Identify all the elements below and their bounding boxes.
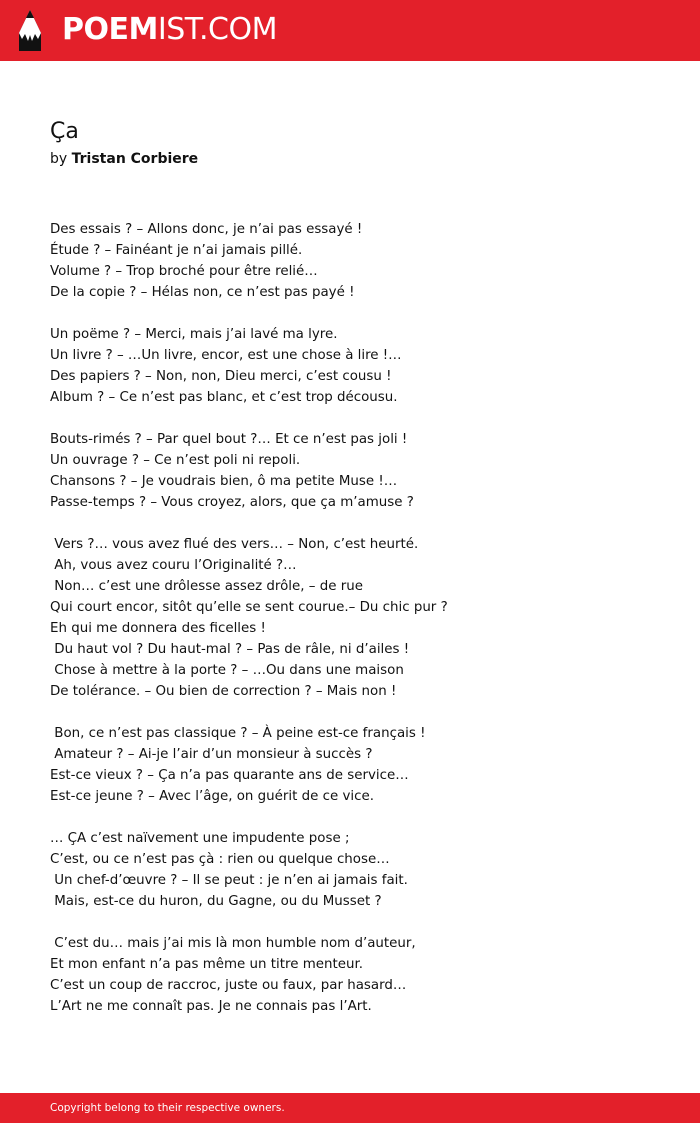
poem-line: Est-ce jeune ? – Avec l’âge, on guérit de ce vice. [50,789,374,804]
poem-line: L’Art ne me connaît pas. Je ne connais pas l’Art. [50,999,372,1014]
poem-line: Passe-temps ? – Vous croyez, alors, que ça m’amuse ? [50,495,414,510]
poem-line: De la copie ? – Hélas non, ce n’est pas payé ! [50,285,355,300]
poem-stanza [50,534,670,702]
poem-line: Du haut vol ? Du haut-mal ? – Pas de râle, ni d’ailes ! [50,642,410,657]
poem-line: Un poëme ? – Merci, mais j’ai lavé ma lyre. [50,327,338,342]
poem-stanza [50,219,670,303]
poem-line: Est-ce vieux ? – Ça n’a pas quarante ans de service… [50,768,409,783]
poem-line: Album ? – Ce n’est pas blanc, et c’est trop décousu. [50,390,398,405]
poem-line: Bon, ce n’est pas classique ? – À peine est-ce français ! [50,726,426,741]
poem-line: C’est, ou ce n’est pas çà : rien ou quelque chose… [50,852,390,867]
site-footer [0,1093,700,1123]
site-logo[interactable] [62,12,277,48]
poem-stanza [50,723,670,807]
poem-line: Étude ? – Fainéant je n’ai jamais pillé. [50,243,303,258]
pencil-tip-icon[interactable] [17,9,43,53]
poem-stanza [50,324,670,408]
poem-line: Volume ? – Trop broché pour être relié… [50,264,318,279]
logo-bold-text: POEM [62,12,158,47]
copyright-notice: Copyright belong to their respective owners. [50,1102,285,1114]
poem-stanza [50,828,670,912]
logo-light-text: IST.COM [157,12,277,47]
poem-line: Qui court encor, sitôt qu’elle se sent courue.– Du chic pur ? [50,600,448,615]
poem-line: Chansons ? – Je voudrais bien, ô ma petite Muse !… [50,474,398,489]
poem-line: C’est du… mais j’ai mis là mon humble nom d’auteur, [50,936,416,951]
poem-line: De tolérance. – Ou bien de correction ? – Mais non ! [50,684,397,699]
poem-line: Non… c’est une drôlesse assez drôle, – de rue [50,579,363,594]
site-header [0,0,700,61]
poem-line: Un ouvrage ? – Ce n’est poli ni repoli. [50,453,301,468]
poem-stanza [50,933,670,1017]
poem-title: Ça [50,119,79,144]
poem-line: Un chef-d’œuvre ? – Il se peut : je n’en ai jamais fait. [50,873,408,888]
poem-line: Ah, vous avez couru l’Originalité ?… [50,558,297,573]
poem-line: Chose à mettre à la porte ? – …Ou dans une maison [50,663,404,678]
poem-line: Vers ?… vous avez flué des vers… – Non, c’est heurté. [50,537,419,552]
poem-byline [50,149,198,169]
poem-line: Des papiers ? – Non, non, Dieu merci, c’est cousu ! [50,369,392,384]
poem-line: … ÇA c’est naïvement une impudente pose ; [50,831,350,846]
poem-line: Amateur ? – Ai-je l’air d’un monsieur à succès ? [50,747,373,762]
poem-line: C’est un coup de raccroc, juste ou faux, par hasard… [50,978,407,993]
poem-line: Eh qui me donnera des ficelles ! [50,621,266,636]
poem-body [50,219,670,1038]
poem-line: Un livre ? – …Un livre, encor, est une chose à lire !… [50,348,402,363]
poem-stanza [50,429,670,513]
poem-line: Et mon enfant n’a pas même un titre menteur. [50,957,363,972]
author-name: Tristan Corbiere [71,151,199,167]
poem-line: Des essais ? – Allons donc, je n’ai pas essayé ! [50,222,363,237]
by-label: by [50,151,68,167]
poem-line: Bouts-rimés ? – Par quel bout ?… Et ce n’est pas joli ! [50,432,408,447]
poem-line: Mais, est-ce du huron, du Gagne, ou du Musset ? [50,894,382,909]
